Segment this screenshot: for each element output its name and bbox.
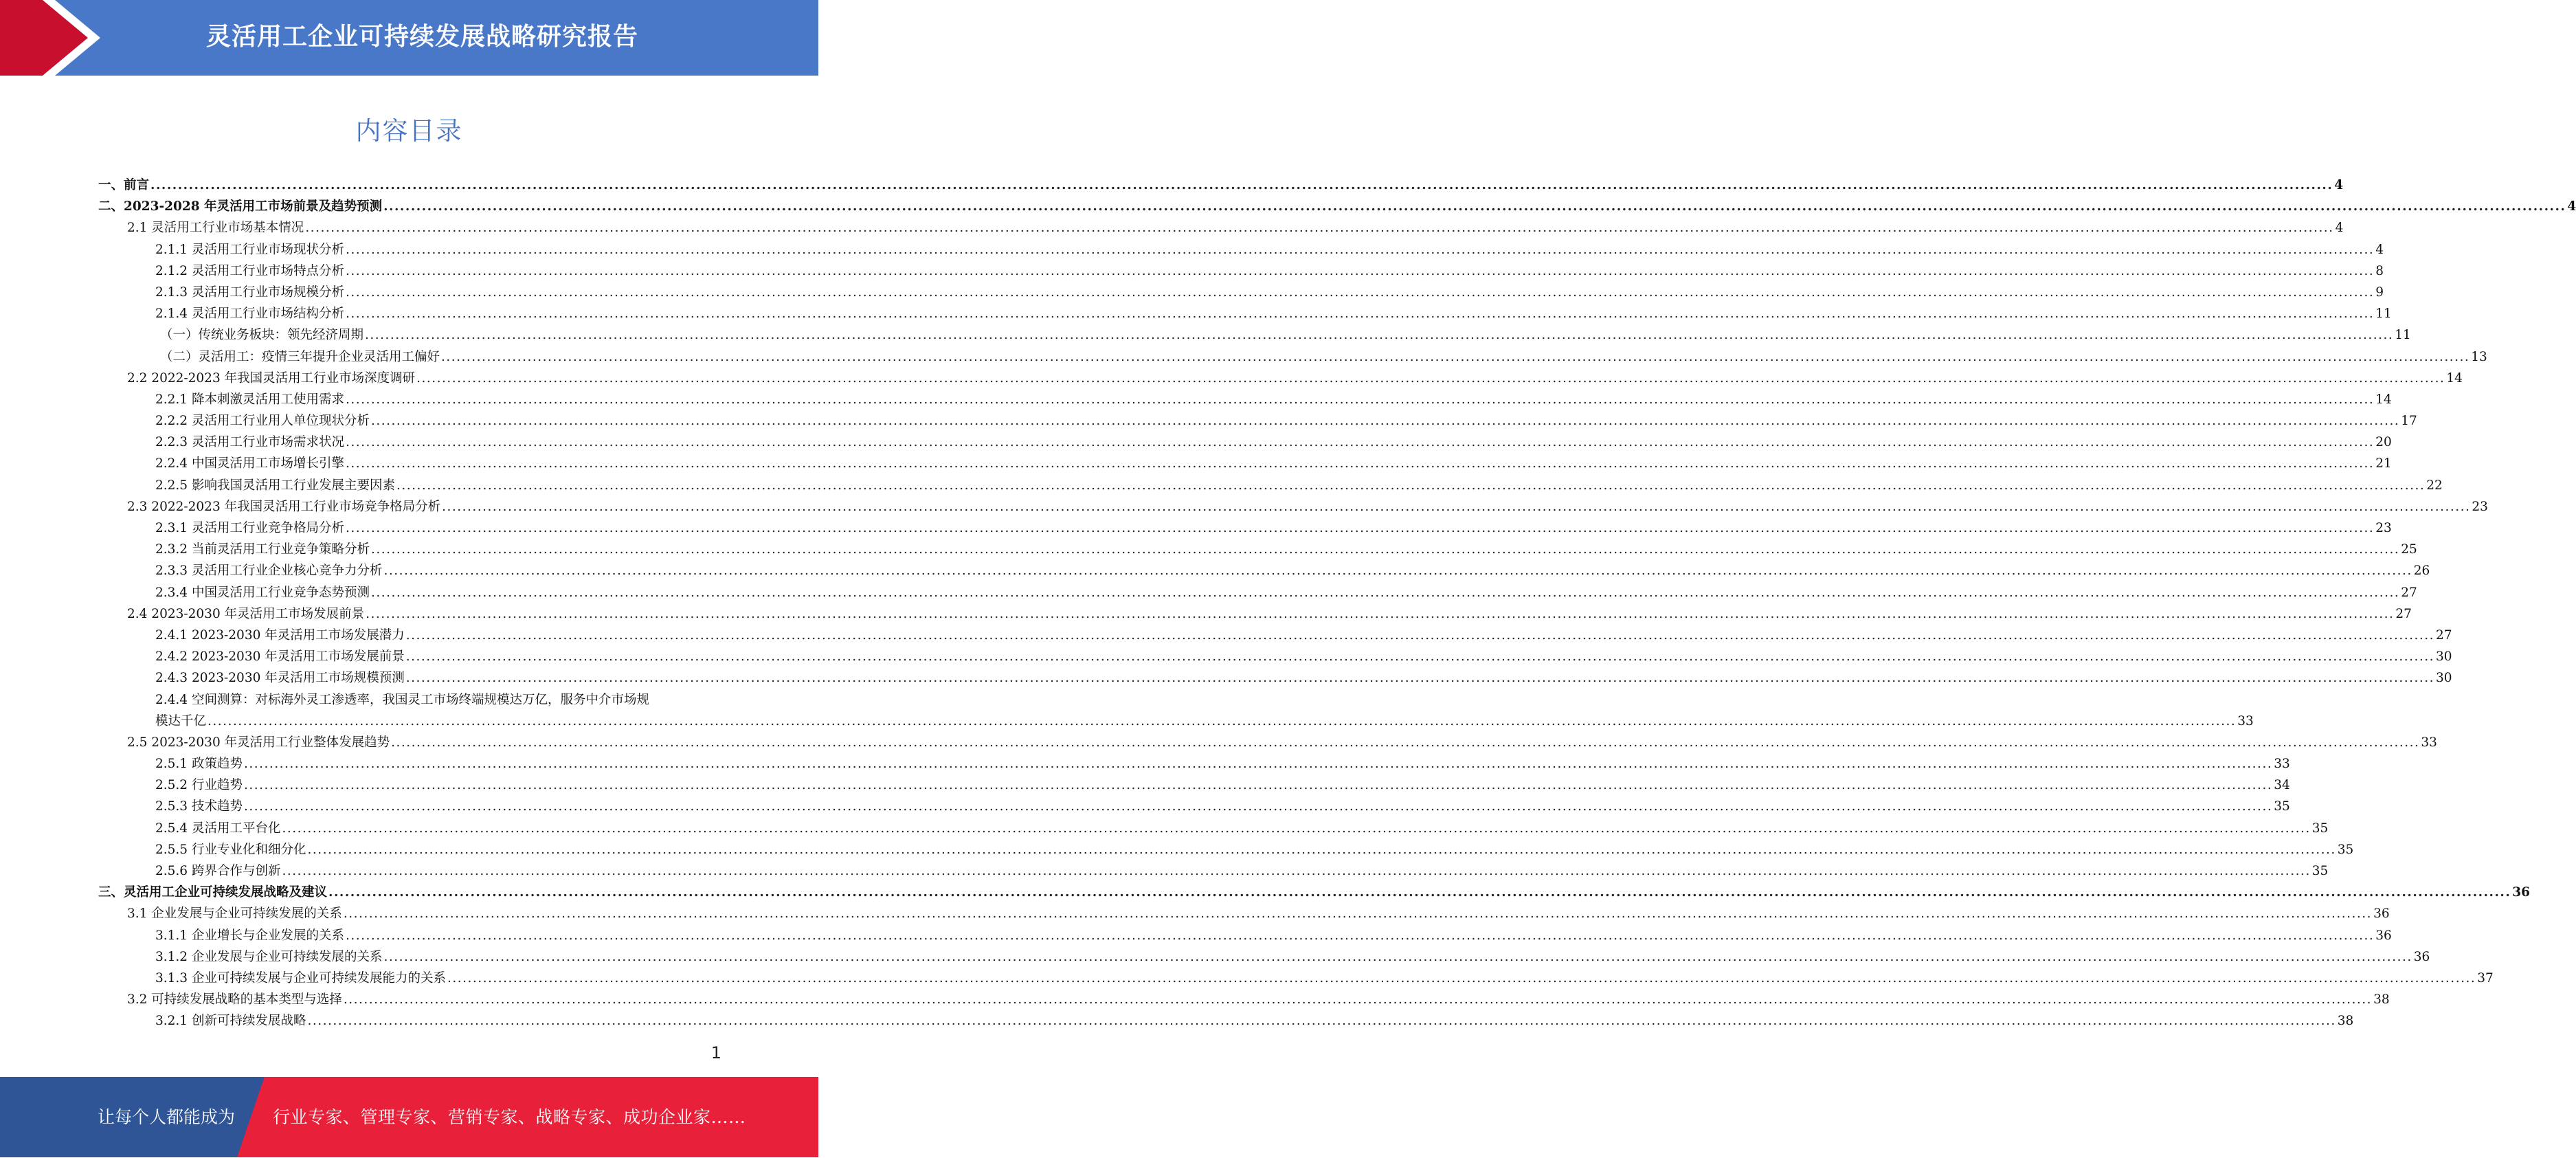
toc-entry[interactable] <box>0 175 2344 196</box>
toc-entry[interactable] <box>0 389 2392 410</box>
toc-dot-leader: ................................................................................................................................................................................................................................................................................................................................................................................................................ <box>243 757 2273 772</box>
toc-entry-label: 2.5.4 灵活用工平台化 <box>155 821 281 836</box>
toc-entry-page: 14 <box>2375 392 2392 407</box>
toc-entry-label: 2.3.4 中国灵活用工行业竞争态势预测 <box>155 585 370 600</box>
toc-entry[interactable] <box>0 689 2254 732</box>
toc-entry[interactable] <box>0 496 2488 517</box>
toc-entry-label: 2.2.3 灵活用工行业市场需求状况 <box>155 435 344 450</box>
toc-entry-label: 2.4.2 2023-2030 年灵活用工市场发展前景 <box>155 649 405 665</box>
toc-entry-page: 9 <box>2375 285 2384 300</box>
toc-entry-label: 3.1.2 企业发展与企业可持续发展的关系 <box>155 949 383 964</box>
toc-dot-leader: ................................................................................................................................................................................................................................................................................................................................................................................................................ <box>441 349 2470 364</box>
toc-entry-page: 8 <box>2375 263 2384 278</box>
toc-entry-label: 2.4.3 2023-2030 年灵活用工市场规模预测 <box>155 671 405 686</box>
toc-entry-page: 26 <box>2413 564 2430 579</box>
toc-entry-page: 4 <box>2375 242 2384 257</box>
toc-entry-page: 36 <box>2512 885 2531 900</box>
toc-entry-label: 2.3.2 当前灵活用工行业竞争策略分析 <box>155 542 370 557</box>
toc-dot-leader: ................................................................................................................................................................................................................................................................................................................................................................................................................ <box>345 521 2375 535</box>
toc-dot-leader: ................................................................................................................................................................................................................................................................................................................................................................................................................ <box>365 328 2394 343</box>
toc-entry[interactable] <box>0 603 2412 625</box>
toc-dot-leader: ................................................................................................................................................................................................................................................................................................................................................................................................................ <box>370 542 2400 557</box>
toc-dot-leader: ................................................................................................................................................................................................................................................................................................................................................................................................................ <box>405 671 2434 686</box>
toc-dot-leader: ................................................................................................................................................................................................................................................................................................................................................................................................................ <box>345 263 2375 278</box>
toc-dot-leader: ................................................................................................................................................................................................................................................................................................................................................................................................................ <box>305 221 2334 236</box>
toc-entry[interactable] <box>0 775 2290 796</box>
toc-entry-page: 36 <box>2375 928 2392 943</box>
toc-entry-label: 三、灵活用工企业可持续发展战略及建议 <box>98 885 328 900</box>
toc-entry-page: 35 <box>2337 842 2354 857</box>
toc-entry-label: 3.2.1 创新可持续发展战略 <box>155 1014 306 1029</box>
toc-entry-page: 4 <box>2335 221 2344 236</box>
toc-entry-label: 2.1.1 灵活用工行业市场现状分析 <box>155 242 344 257</box>
toc-dot-leader: ................................................................................................................................................................................................................................................................................................................................................................................................................ <box>391 735 2420 750</box>
toc-entry[interactable] <box>0 303 2392 324</box>
toc-entry[interactable] <box>0 1010 2354 1032</box>
page-number: 1 <box>710 1043 721 1062</box>
toc-entry[interactable] <box>0 324 2411 346</box>
toc-entry-label: （一）传统业务板块：领先经济周期 <box>160 328 364 343</box>
toc-entry[interactable] <box>0 582 2417 603</box>
toc-entry-label: 2.1.4 灵活用工行业市场结构分析 <box>155 307 344 322</box>
footer-banner <box>0 1077 818 1157</box>
toc-entry-page: 17 <box>2401 414 2417 429</box>
toc-dot-leader: ................................................................................................................................................................................................................................................................................................................................................................................................................ <box>243 778 2273 793</box>
toc-entry-page: 38 <box>2337 1014 2354 1029</box>
toc-dot-leader: ................................................................................................................................................................................................................................................................................................................................................................................................................ <box>383 564 2412 579</box>
toc-entry-label: 3.1.1 企业增长与企业发展的关系 <box>155 928 344 943</box>
toc-entry[interactable] <box>0 796 2290 817</box>
toc-entry[interactable] <box>0 517 2392 539</box>
toc-entry[interactable] <box>0 839 2354 860</box>
toc-entry-page: 11 <box>2395 328 2411 343</box>
toc-dot-leader: ................................................................................................................................................................................................................................................................................................................................................................................................................ <box>442 499 2471 514</box>
footer-slogan-left: 让每个人都能成为 <box>98 1107 236 1127</box>
toc-dot-leader: ................................................................................................................................................................................................................................................................................................................................................................................................................ <box>370 585 2400 600</box>
toc-entry-page: 36 <box>2413 949 2430 964</box>
toc-entry-page: 4 <box>2334 178 2344 192</box>
toc-entry-label: 3.1.3 企业可持续发展与企业可持续发展能力的关系 <box>155 970 446 986</box>
toc-entry-page: 20 <box>2375 435 2392 450</box>
toc-dot-leader: ................................................................................................................................................................................................................................................................................................................................................................................................................ <box>383 949 2412 964</box>
toc-entry-page: 30 <box>2436 649 2452 665</box>
toc-entry-page: 23 <box>2375 521 2392 535</box>
toc-entry-label: 3.1 企业发展与企业可持续发展的关系 <box>127 906 342 922</box>
toc-entry-label: 2.2.2 灵活用工行业用人单位现状分析 <box>155 414 370 429</box>
toc-dot-leader: ................................................................................................................................................................................................................................................................................................................................................................................................................ <box>345 928 2375 943</box>
toc-dot-leader: ................................................................................................................................................................................................................................................................................................................................................................................................................ <box>307 1014 2336 1029</box>
toc-dot-leader: ................................................................................................................................................................................................................................................................................................................................................................................................................ <box>405 627 2434 643</box>
toc-dot-leader: ................................................................................................................................................................................................................................................................................................................................................................................................................ <box>396 478 2426 493</box>
toc-dot-leader: ................................................................................................................................................................................................................................................................................................................................................................................................................ <box>328 885 2511 900</box>
toc-entry-page: 35 <box>2274 799 2290 814</box>
toc-entry[interactable] <box>0 217 2344 238</box>
toc-entry[interactable] <box>0 282 2384 303</box>
toc-entry[interactable] <box>0 818 2329 839</box>
toc-entry-page: 27 <box>2436 627 2452 643</box>
toc-dot-leader: ................................................................................................................................................................................................................................................................................................................................................................................................................ <box>282 821 2311 836</box>
toc-entry-page: 27 <box>2401 585 2417 600</box>
toc-entry-label: 一、前言 <box>98 178 150 192</box>
toc-dot-leader: ................................................................................................................................................................................................................................................................................................................................................................................................................ <box>282 864 2311 879</box>
toc-dot-leader: ................................................................................................................................................................................................................................................................................................................................................................................................................ <box>447 970 2476 986</box>
toc-dot-leader: ................................................................................................................................................................................................................................................................................................................................................................................................................ <box>345 285 2375 300</box>
toc-entry[interactable] <box>0 346 2487 368</box>
toc-entry-label: 二、2023-2028 年灵活用工市场前景及趋势预测 <box>98 199 383 214</box>
toc-entry-label: 2.4 2023-2030 年灵活用工市场发展前景 <box>127 606 365 621</box>
toc-entry-page: 4 <box>2567 199 2576 214</box>
toc-entry-label: 2.2.1 降本刺激灵活用工使用需求 <box>155 392 344 407</box>
toc-entry-page: 33 <box>2237 713 2254 728</box>
toc-entry-page: 23 <box>2472 499 2488 514</box>
toc-dot-leader: ................................................................................................................................................................................................................................................................................................................................................................................................................ <box>416 370 2445 386</box>
table-of-contents <box>0 175 2576 1032</box>
toc-entry-page: 33 <box>2274 757 2290 772</box>
toc-entry[interactable] <box>0 946 2430 968</box>
toc-entry[interactable] <box>0 753 2290 775</box>
toc-entry-page: 38 <box>2373 992 2390 1007</box>
toc-dot-leader: ................................................................................................................................................................................................................................................................................................................................................................................................................ <box>370 414 2400 429</box>
footer-slogan-right: 行业专家、管理专家、营销专家、战略专家、成功企业家…… <box>273 1107 746 1127</box>
toc-dot-leader: ................................................................................................................................................................................................................................................................................................................................................................................................................ <box>208 713 2237 728</box>
report-title: 灵活用工企业可持续发展战略研究报告 <box>206 23 639 51</box>
toc-entry-label: 2.5 2023-2030 年灵活用工行业整体发展趋势 <box>127 735 390 750</box>
toc-entry-page: 14 <box>2446 370 2463 386</box>
toc-entry-label: 2.2 2022-2023 年我国灵活用工行业市场深度调研 <box>127 370 416 386</box>
toc-entry-page: 25 <box>2401 542 2417 557</box>
toc-dot-leader: ................................................................................................................................................................................................................................................................................................................................................................................................................ <box>366 606 2395 621</box>
toc-entry[interactable] <box>0 475 2443 496</box>
toc-entry-label: （二）灵活用工：疫情三年提升企业灵活用工偏好 <box>160 349 440 364</box>
toc-entry[interactable] <box>0 560 2430 581</box>
toc-entry[interactable] <box>0 625 2452 646</box>
toc-dot-leader: ................................................................................................................................................................................................................................................................................................................................................................................................................ <box>345 242 2375 257</box>
toc-entry[interactable] <box>0 539 2417 560</box>
toc-entry-label: 2.4.1 2023-2030 年灵活用工市场发展潜力 <box>155 627 405 643</box>
toc-entry[interactable] <box>0 989 2390 1010</box>
toc-entry-label: 2.2.4 中国灵活用工市场增长引擎 <box>155 456 344 471</box>
toc-entry-page: 30 <box>2436 671 2452 686</box>
toc-entry-label-continued: 模达千亿 <box>155 713 207 728</box>
toc-entry[interactable] <box>0 453 2392 474</box>
toc-entry-label: 2.5.2 行业趋势 <box>155 778 243 793</box>
toc-entry-page: 13 <box>2471 349 2487 364</box>
toc-entry-page: 21 <box>2375 456 2392 471</box>
toc-entry[interactable] <box>0 260 2384 282</box>
toc-entry-page: 27 <box>2395 606 2412 621</box>
toc-dot-leader: ................................................................................................................................................................................................................................................................................................................................................................................................................ <box>343 906 2373 922</box>
toc-entry[interactable] <box>0 925 2392 946</box>
toc-entry-label: 2.5.5 行业专业化和细分化 <box>155 842 306 857</box>
toc-entry-page: 34 <box>2274 778 2290 793</box>
toc-entry-label: 2.5.1 政策趋势 <box>155 757 243 772</box>
header-banner <box>0 0 818 76</box>
toc-entry-label: 2.5.6 跨界合作与创新 <box>155 864 281 879</box>
toc-entry-page: 36 <box>2373 906 2390 922</box>
toc-dot-leader: ................................................................................................................................................................................................................................................................................................................................................................................................................ <box>343 992 2373 1007</box>
toc-entry-page: 35 <box>2311 821 2329 836</box>
toc-entry-label: 2.2.5 影响我国灵活用工行业发展主要因素 <box>155 478 395 493</box>
toc-entry[interactable] <box>0 860 2329 882</box>
toc-entry[interactable] <box>0 667 2452 689</box>
toc-entry-label: 2.1 灵活用工行业市场基本情况 <box>127 221 304 236</box>
toc-entry[interactable] <box>0 732 2437 753</box>
toc-dot-leader: ................................................................................................................................................................................................................................................................................................................................................................................................................ <box>243 799 2273 814</box>
toc-entry-label: 2.1.3 灵活用工行业市场规模分析 <box>155 285 344 300</box>
toc-dot-leader: ................................................................................................................................................................................................................................................................................................................................................................................................................ <box>307 842 2336 857</box>
toc-entry-label: 3.2 可持续发展战略的基本类型与选择 <box>127 992 342 1007</box>
toc-entry[interactable] <box>0 903 2390 924</box>
toc-entry-label: 2.3.1 灵活用工行业竞争格局分析 <box>155 521 344 535</box>
toc-entry[interactable] <box>0 968 2494 989</box>
toc-entry[interactable] <box>0 196 2576 217</box>
toc-entry[interactable] <box>0 432 2392 453</box>
toc-entry-label: 2.5.3 技术趋势 <box>155 799 243 814</box>
toc-dot-leader: ................................................................................................................................................................................................................................................................................................................................................................................................................ <box>150 178 2333 192</box>
toc-entry-page: 35 <box>2311 864 2329 879</box>
toc-entry-page: 11 <box>2375 307 2392 322</box>
toc-entry-page: 37 <box>2477 970 2494 986</box>
toc-entry-label: 2.3.3 灵活用工行业企业核心竞争力分析 <box>155 564 383 579</box>
toc-dot-leader: ................................................................................................................................................................................................................................................................................................................................................................................................................ <box>383 199 2566 214</box>
toc-entry[interactable] <box>0 646 2452 667</box>
toc-entry[interactable] <box>0 368 2463 389</box>
toc-entry-label: 2.4.4 空间测算：对标海外灵工渗透率，我国灵工市场终端规模达万亿，服务中介市场规 <box>155 692 649 707</box>
toc-entry[interactable] <box>0 410 2417 432</box>
toc-dot-leader: ................................................................................................................................................................................................................................................................................................................................................................................................................ <box>345 435 2375 450</box>
toc-entry[interactable] <box>0 882 2531 903</box>
toc-dot-leader: ................................................................................................................................................................................................................................................................................................................................................................................................................ <box>345 307 2375 322</box>
toc-dot-leader: ................................................................................................................................................................................................................................................................................................................................................................................................................ <box>345 456 2375 471</box>
toc-entry-page: 33 <box>2421 735 2437 750</box>
toc-dot-leader: ................................................................................................................................................................................................................................................................................................................................................................................................................ <box>345 392 2375 407</box>
toc-heading: 内容目录 <box>355 116 463 146</box>
toc-entry-label: 2.1.2 灵活用工行业市场特点分析 <box>155 263 344 278</box>
toc-entry[interactable] <box>0 239 2384 260</box>
toc-dot-leader: ................................................................................................................................................................................................................................................................................................................................................................................................................ <box>405 649 2434 665</box>
toc-entry-label: 2.3 2022-2023 年我国灵活用工行业市场竞争格局分析 <box>127 499 441 514</box>
toc-entry-page: 22 <box>2426 478 2443 493</box>
